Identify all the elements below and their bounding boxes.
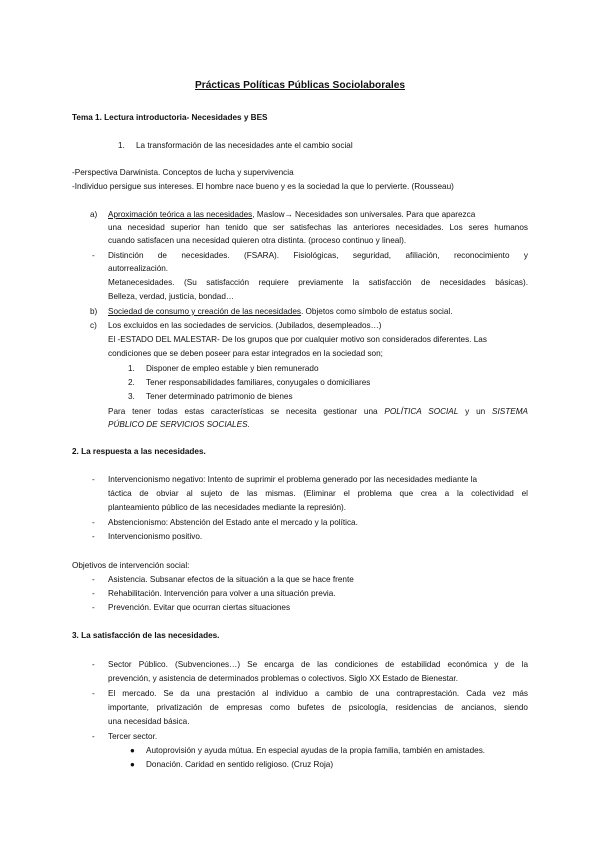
closing-emphasis: PÚBLICO DE SERVICIOS SOCIALES — [108, 420, 248, 429]
item-a-marker: a) — [90, 210, 98, 219]
distincion-line: Metanecesidades. (Su satisfacción requiere previamente la satisfacción de necesidades básicas). — [108, 278, 528, 287]
item-b-marker: b) — [90, 307, 98, 316]
satisfaction-line: El mercado. Se da una prestación al individuo a cambio de una contraprestación. Cada vez más — [108, 689, 528, 698]
intro-line: -Individuo persigue sus intereses. El hombre nace bueno y es la sociedad la que lo pervierte. (Rousseau) — [72, 182, 454, 191]
bullet-icon: ● — [130, 760, 135, 769]
satisfaction-line: importante, privatización de empresas como bufetes de psicología, residencias de ancianos, siendo — [108, 703, 528, 712]
objective-item: Prevención. Evitar que ocurran ciertas situaciones — [108, 603, 291, 612]
distincion-line: Distinción de necesidades. (FSARA). Fisiológicas, seguridad, afiliación, reconocimiento y — [108, 251, 528, 260]
dash-marker: - — [92, 475, 95, 484]
bullet-icon: ● — [130, 746, 135, 755]
distincion-line: Belleza, verdad, justicia, bondad… — [108, 292, 235, 301]
satisfaction-line: Sector Público. (Subvenciones…) Se encarga de las condiciones de estabilidad económica y de la — [108, 660, 528, 669]
condition-text: Tener determinado patrimonio de bienes — [146, 392, 293, 401]
item-a-text: , Maslow→ Necesidades son universales. Para que aparezca — [252, 210, 476, 219]
item-b-line — [108, 306, 453, 317]
response-line: táctica de obviar al sujeto de las mismas. (Eliminar el problema que crea a la colectividad el — [108, 489, 528, 498]
response-line: Intervencionismo negativo: Intento de suprimir el problema generado por las necesidades mediante la — [108, 475, 478, 484]
dash-marker: - — [92, 518, 95, 527]
response-line: Abstencionismo: Abstención del Estado ante el mercado y la política. — [108, 518, 358, 527]
page-title: Prácticas Políticas Públicas Sociolaborales — [194, 80, 406, 91]
closing-end: . — [247, 420, 250, 429]
closing-emphasis: SISTEMA — [492, 407, 528, 416]
subbullet-text: Donación. Caridad en sentido religioso. (Cruz Roja) — [146, 760, 334, 769]
satisfaction-line: una necesidad básica. — [108, 717, 190, 726]
closing-line — [108, 406, 528, 417]
dash-marker: - — [92, 532, 95, 541]
dash-marker: - — [92, 575, 95, 584]
subbullet-text: Autoprovisión y ayuda mútua. En especial ayudas de la propia familia, también en amistades. — [146, 746, 486, 755]
section-3-heading: 3. La satisfacción de las necesidades. — [72, 631, 220, 640]
closing-line — [108, 419, 250, 430]
dash-marker: - — [92, 660, 95, 669]
tema-heading: Tema 1. Lectura introductoria- Necesidades y BES — [72, 113, 268, 122]
item-c-marker: c) — [90, 321, 97, 330]
response-line: Intervencionismo positivo. — [108, 532, 203, 541]
condition-number: 1. — [128, 364, 135, 373]
satisfaction-line: Tercer sector. — [108, 732, 158, 741]
item-c-line: condiciones que se deben poseer para estar integrados en la sociedad son; — [108, 349, 383, 358]
condition-text: Tener responsabilidades familiares, conyugales o domiciliares — [146, 378, 371, 387]
item-a-line — [108, 209, 528, 220]
dash-marker: - — [92, 689, 95, 698]
item-b-text: . Objetos como símbolo de estatus social. — [300, 307, 453, 316]
item-c-line: Los excluidos en las sociedades de servicios. (Jubilados, desempleados…) — [108, 321, 382, 330]
condition-number: 2. — [128, 378, 135, 387]
response-line: planteamiento público de las necesidades mediante la represión). — [108, 503, 347, 512]
intro-line: -Perspectiva Darwinista. Conceptos de lucha y supervivencia — [72, 168, 294, 177]
closing-mid: y un — [458, 407, 493, 416]
item-c-line: El -ESTADO DEL MALESTAR- De los grupos que por cualquier motivo son considerados diferentes. Las — [108, 335, 487, 344]
item-a-line: una necesidad superior han tenido que ser satisfechas las anteriores necesidades. Los seres humanos — [108, 223, 528, 232]
objective-item: Rehabilitación. Intervención para volver a una situación previa. — [108, 589, 336, 598]
objective-item: Asistencia. Subsanar efectos de la situación a la que se hace frente — [108, 575, 354, 584]
distincion-line: autorrealización. — [108, 264, 169, 273]
item-a-line: cuando satisfacen una necesidad quieren otra distinta. (proceso continuo y lineal). — [108, 236, 407, 245]
dash-marker: - — [92, 251, 95, 260]
condition-number: 3. — [128, 392, 135, 401]
section-1-number: 1. — [118, 141, 125, 150]
objectives-heading: Objetivos de intervención social: — [72, 561, 190, 570]
item-b-title: Sociedad de consumo y creación de las necesidades — [108, 307, 301, 316]
closing-emphasis: POLÍTICA SOCIAL — [384, 407, 459, 416]
closing-pre: Para tener todas estas características se necesita gestionar una — [108, 407, 385, 416]
dash-marker: - — [92, 603, 95, 612]
satisfaction-line: prevención, y asistencia de determinados problemas o colectivos. Siglo XX Estado de Bienestar. — [108, 674, 458, 683]
section-1-heading: La transformación de las necesidades ante el cambio social — [136, 141, 353, 150]
dash-marker: - — [92, 732, 95, 741]
item-a-title: Aproximación teórica a las necesidades — [108, 210, 253, 219]
section-2-heading: 2. La respuesta a las necesidades. — [72, 447, 206, 456]
dash-marker: - — [92, 589, 95, 598]
condition-text: Disponer de empleo estable y bien remunerado — [146, 364, 319, 373]
